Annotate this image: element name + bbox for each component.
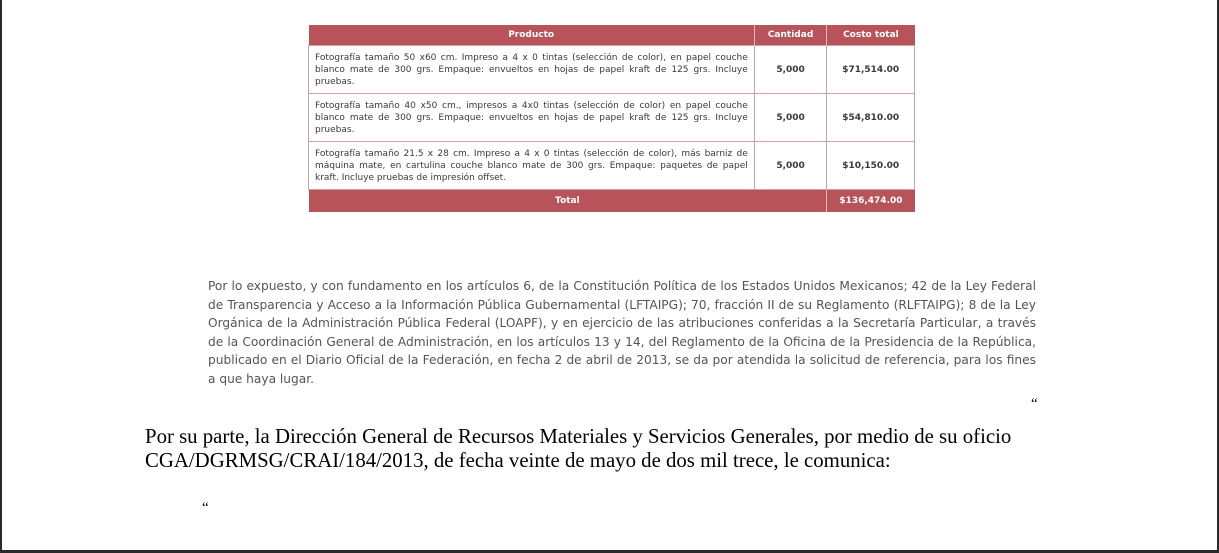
product-cost: $54,810.00 bbox=[827, 94, 915, 142]
header-product: Producto bbox=[309, 25, 755, 46]
closing-quote-mark: “ bbox=[1031, 396, 1038, 412]
product-description: Fotografía tamaño 50 x60 cm. Impreso a 4 x 0 tintas (selección de color), en papel couche blanco mate de 300 grs. Empaque: envueltos en hojas de papel kraft de 125 grs. Incluye pruebas. bbox=[309, 46, 755, 94]
header-quantity: Cantidad bbox=[754, 25, 827, 46]
total-value: $136,474.00 bbox=[827, 190, 915, 213]
header-total-cost: Costo total bbox=[827, 25, 915, 46]
table-total-row bbox=[309, 190, 915, 213]
page-left-border bbox=[0, 0, 2, 553]
product-quantity: 5,000 bbox=[754, 94, 827, 142]
product-description: Fotografía tamaño 40 x50 cm., impresos a 4x0 tintas (selección de color) en papel couche blanco mate de 300 grs. Empaque: envueltos en hojas de papel kraft de 125 grs. Incluye pruebas. bbox=[309, 94, 755, 142]
product-description: Fotografía tamaño 21.5 x 28 cm. Impreso a 4 x 0 tintas (selección de color), más barniz de máquina mate, en cartulina couche blanco mate de 300 grs. Empaque: paquetes de papel kraft. Incluye pruebas de impresión offset. bbox=[309, 142, 755, 190]
product-cost: $71,514.00 bbox=[827, 46, 915, 94]
main-paragraph-line-2: CGA/DGRMSG/CRAI/184/2013, de fecha veinte de mayo de dos mil trece, le comunica: bbox=[145, 449, 891, 472]
product-quantity: 5,000 bbox=[754, 142, 827, 190]
scanned-legal-paragraph: Por lo expuesto, y con fundamento en los artículos 6, de la Constitución Política de los Estados Unidos Mexicanos; 42 de la Ley Federal de Transparencia y Acceso a la Información Pública Gubernamental (LFTAIPG); 70, fracción II de su Reglamento (RLFTAIPG); 8 de la Ley Orgánica de la Administración Pública Federal (LOAPF), y en ejercicio de las atribuciones conferidas a la Secretaría Particular, a través de la Coordinación General de Administración, en los artículos 13 y 14, del Reglamento de la Oficina de la Presidencia de la República, publicado en el Diario Oficial de la Federación, en fecha 2 de abril de 2013, se da por atendida la solicitud de referencia, para los fines a que haya lugar. bbox=[208, 279, 1036, 386]
table-row bbox=[309, 94, 915, 142]
main-paragraph bbox=[145, 425, 1105, 473]
total-label: Total bbox=[309, 190, 827, 213]
table-header-row bbox=[309, 25, 915, 46]
main-paragraph-line-1: Por su parte, la Dirección General de Recursos Materiales y Servicios Generales, por medio de su oficio bbox=[145, 425, 1012, 448]
product-quantity: 5,000 bbox=[754, 46, 827, 94]
table-row bbox=[309, 142, 915, 190]
table-row bbox=[309, 46, 915, 94]
opening-quote-mark: “ bbox=[202, 500, 209, 516]
cost-table bbox=[308, 25, 915, 212]
product-cost: $10,150.00 bbox=[827, 142, 915, 190]
